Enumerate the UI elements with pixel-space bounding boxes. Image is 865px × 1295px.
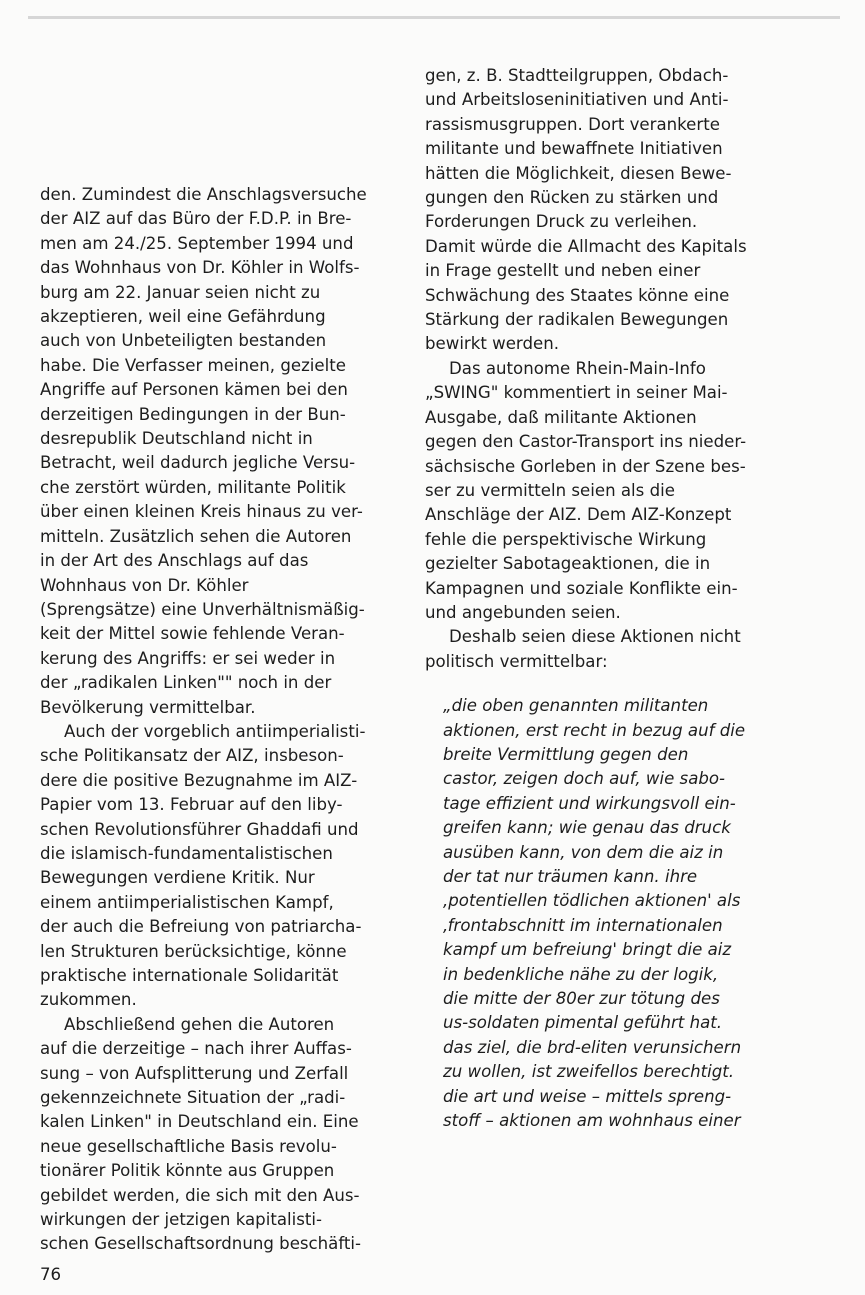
text-line: desrepublik Deutschland nicht in [40, 429, 313, 449]
text-line: der auch die Befreiung von patriarcha- [40, 917, 362, 937]
text-line: Papier vom 13. Februar auf den liby- [40, 795, 343, 815]
text-line: „SWING" kommentiert in seiner Mai- [425, 383, 728, 403]
text-line: sche Politikansatz der AIZ, insbeson- [40, 746, 344, 766]
left-paragraph-3 [40, 1013, 395, 1257]
text-line: habe. Die Verfasser meinen, gezielte [40, 355, 346, 375]
text-line: Damit würde die Allmacht des Kapitals [425, 236, 747, 256]
text-line: in der Art des Anschlags auf das [40, 551, 309, 571]
text-line: gegen den Castor-Transport ins nieder- [425, 432, 747, 452]
text-line: zu wollen, ist zweifellos berechtigt. [443, 1062, 735, 1082]
text-line: ser zu vermitteln seien als die [425, 480, 675, 500]
text-line: sächsische Gorleben in der Szene bes- [425, 456, 746, 476]
right-paragraph-1 [425, 64, 785, 357]
text-line: in Frage gestellt und neben einer [425, 261, 701, 281]
text-line: Ausgabe, daß militante Aktionen [425, 407, 697, 427]
text-line: Anschläge der AIZ. Dem AIZ-Konzept [425, 505, 732, 525]
text-line: gekennzeichnete Situation der „radi- [40, 1088, 346, 1108]
text-line: bewirkt werden. [425, 334, 559, 354]
text-line: stoff – aktionen am wohnhaus einer [443, 1111, 741, 1131]
text-line: und Arbeitsloseninitiativen und Anti- [425, 90, 729, 110]
text-line: gezielter Sabotageaktionen, die in [425, 554, 711, 574]
text-line: Bewegungen verdiene Kritik. Nur [40, 868, 315, 888]
text-line: Wohnhaus von Dr. Köhler [40, 575, 249, 595]
text-line: gebildet werden, die sich mit den Aus- [40, 1185, 360, 1205]
text-line: ausüben kann, von dem die aiz in [443, 842, 724, 862]
text-line: tionärer Politik könnte aus Gruppen [40, 1161, 335, 1181]
text-line: castor, zeigen doch auf, wie sabo- [443, 769, 726, 789]
text-line: kampf um befreiung' bringt die aiz [443, 940, 732, 960]
text-line: Kampagnen und soziale Konflikte ein- [425, 578, 738, 598]
text-line: politisch vermittelbar: [425, 651, 608, 671]
text-line: der „radikalen Linken"" noch in der [40, 673, 332, 693]
text-line: das Wohnhaus von Dr. Köhler in Wolfs- [40, 258, 360, 278]
text-line: über einen kleinen Kreis hinaus zu ver- [40, 502, 363, 522]
text-line: che zerstört würden, militante Politik [40, 477, 346, 497]
text-line: (Sprengsätze) eine Unverhältnismäßig- [40, 599, 365, 619]
text-line: schen Revolutionsführer Ghaddafi und [40, 819, 359, 839]
text-line: keit der Mittel sowie fehlende Veran- [40, 624, 345, 644]
text-line: kerung des Angriffs: er sei weder in [40, 648, 336, 668]
text-line: hätten die Möglichkeit, diesen Bewe- [425, 163, 732, 183]
text-line: Betracht, weil dadurch jegliche Versu- [40, 453, 356, 473]
left-paragraph-2 [40, 720, 395, 1013]
text-line: greifen kann; wie genau das druck [443, 818, 731, 838]
text-line: die art und weise – mittels spreng- [443, 1086, 732, 1106]
text-line: burg am 22. Januar seien nicht zu [40, 282, 321, 302]
text-line: das ziel, die brd-eliten verunsichern [443, 1037, 742, 1057]
text-line: den. Zumindest die Anschlagsversuche [40, 185, 367, 204]
text-line: us-soldaten pimental geführt hat. [443, 1013, 723, 1033]
text-line: und angebunden seien. [425, 602, 621, 622]
text-line: in bedenkliche nähe zu der logik, [443, 964, 719, 984]
text-line: kalen Linken" in Deutschland ein. Eine [40, 1112, 359, 1132]
left-column [40, 183, 395, 1257]
text-line: schen Gesellschaftsordnung beschäfti- [40, 1234, 362, 1254]
text-line: praktische internationale Solidarität [40, 966, 339, 985]
right-column [425, 64, 785, 1133]
text-line: gungen den Rücken zu stärken und [425, 188, 719, 208]
text-line: die islamisch-fundamentalistischen [40, 843, 333, 863]
text-line: breite Vermittlung gegen den [443, 744, 689, 764]
text-line: fehle die perspektivische Wirkung [425, 529, 707, 549]
text-line: der AIZ auf das Büro der F.D.P. in Bre- [40, 209, 352, 229]
text-line: auf die derzeitige – nach ihrer Auffas- [40, 1039, 352, 1059]
text-line: rassismusgruppen. Dort verankerte [425, 114, 720, 134]
text-line: der tat nur träumen kann. ihre [443, 867, 698, 886]
text-line: Forderungen Druck zu verleihen. [425, 212, 698, 232]
text-line: dere die positive Bezugnahme im AIZ- [40, 770, 358, 790]
text-line: „die oben genannten militanten [443, 696, 709, 716]
text-line: ‚frontabschnitt im internationalen [443, 915, 723, 935]
text-line: aktionen, erst recht in bezug auf die [443, 720, 746, 740]
text-line: neue gesellschaftliche Basis revolu- [40, 1136, 337, 1156]
text-line: militante und bewaffnete Initiativen [425, 139, 723, 159]
text-line: derzeitigen Bedingungen in der Bun- [40, 404, 346, 424]
text-line: zukommen. [40, 990, 137, 1010]
text-line: Deshalb seien diese Aktionen nicht [449, 627, 741, 647]
text-line: wirkungen der jetzigen kapitalisti- [40, 1210, 322, 1230]
left-paragraph-1 [40, 183, 395, 720]
top-rule [28, 16, 840, 19]
text-line: akzeptieren, weil eine Gefährdung [40, 307, 326, 327]
text-line: men am 24./25. September 1994 und [40, 233, 354, 253]
text-line: einem antiimperialistischen Kampf, [40, 892, 334, 912]
right-paragraph-2 [425, 357, 785, 625]
text-line: Schwächung des Staates könne eine [425, 285, 730, 305]
text-line: ‚potentiellen tödlichen aktionen' als [443, 891, 741, 911]
text-line: len Strukturen berücksichtige, könne [40, 941, 347, 961]
text-line: tage effizient und wirkungsvoll ein- [443, 793, 736, 813]
text-line: Abschließend gehen die Autoren [64, 1014, 335, 1034]
text-line: mitteln. Zusätzlich sehen die Autoren [40, 526, 352, 546]
page-number: 76 [40, 1265, 62, 1284]
block-quote [443, 694, 785, 1133]
right-paragraph-3 [425, 625, 785, 674]
text-line: auch von Unbeteiligten bestanden [40, 331, 327, 351]
text-line: Angriffe auf Personen kämen bei den [40, 380, 348, 400]
text-line: Stärkung der radikalen Bewegungen [425, 310, 729, 330]
text-line: sung – von Aufsplitterung und Zerfall [40, 1063, 349, 1083]
text-line: Bevölkerung vermittelbar. [40, 697, 256, 717]
text-line: die mitte der 80er zur tötung des [443, 989, 720, 1009]
text-line: gen, z. B. Stadtteilgruppen, Obdach- [425, 66, 729, 85]
text-line: Das autonome Rhein-Main-Info [449, 358, 706, 378]
text-line: Auch der vorgeblich antiimperialisti- [64, 721, 366, 741]
